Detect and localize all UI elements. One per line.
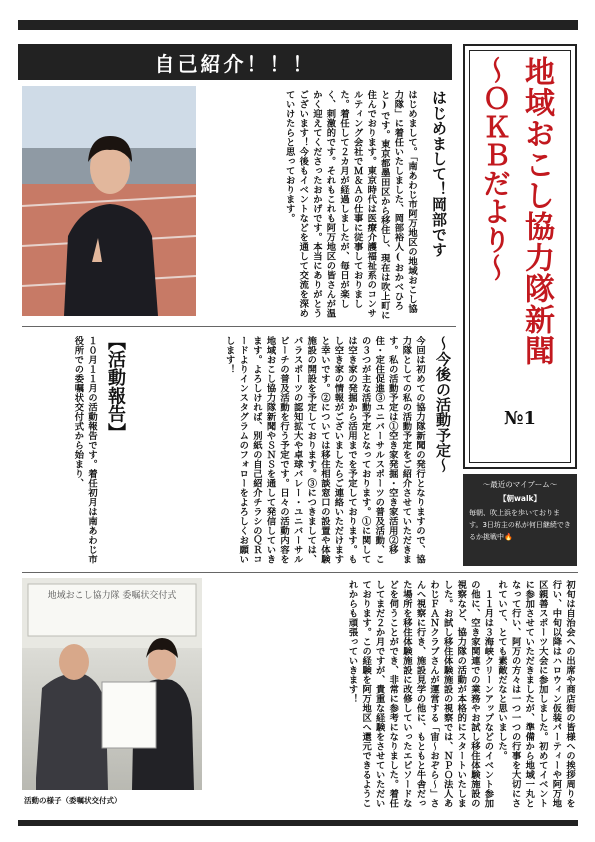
ceremony-photo	[22, 578, 202, 790]
intro-banner	[18, 44, 452, 80]
ceremony-caption: 活動の様子（委嘱状交付式）	[24, 796, 122, 805]
top-rule	[18, 20, 578, 30]
intro-heading: はじめまして！岡部です	[430, 90, 448, 258]
ceremony-illustration	[22, 578, 202, 790]
future-heading: ～今後の活動予定～	[434, 336, 452, 473]
section-divider	[22, 326, 456, 327]
newsletter-subtitle: ～ＯＫＢだより～	[479, 56, 512, 282]
report-heading: 【活動報告】	[105, 332, 126, 442]
lower-divider	[22, 572, 578, 573]
boom-body: 毎朝、吹上浜を歩いております。3日坊主の私が何日継続できるか挑戦中🔥	[469, 509, 571, 541]
intro-body: はじめまして。「南あわじ市阿万地区の地域おこし協力隊」に着任いたしました、岡部裕人(おかべひろと)です。東京都墨田区から移住し、現在は吹上町に住んでおります。東京時代は医療介護福祉系のコンサルティング会社でＭ＆Ａの仕事に従事しておりました。着任して２カ月が経過しましたが、毎日が楽しく、刺激的です。それもこれも阿万地区の皆さんが温かく迎えてくださったおかげです。本当にありがとうございます！今後もイベントなどを通して交流を深めていけたらと思っております。	[283, 90, 417, 320]
portrait-illustration	[22, 86, 196, 316]
intro-banner-text: 自己紹介！！！	[154, 51, 316, 76]
newsletter-title: 地域おこし協力隊新聞	[519, 56, 554, 366]
portrait-photo	[22, 86, 196, 316]
future-body: 今回は初めての協力隊新聞の発行となりますので、協力隊としての私の活動予定をご紹介させていただきます。私の活動予定は①空き家発掘・空き家活用②移住・定住促進③ユニバーサルスポーツの普及活動、この３つが主な活動予定となっております。①に関しては空き家の発掘から活用までを予定しております。もし空き家の情報がございましたらご連絡いただけますと幸いです。②については移住相談窓口の設置や体験施設の開設を予定しております。③につきましては、パラスポーツの認知拡大や卓球バレー・ユニバーサルビーチの普及活動を行う予定です。日々の活動内容を地域おこし協力隊新聞やＳＮＳを通して発信していきます。よろしければ、別紙の自己紹介チラシのＱＲコードよりインスタグラムのフォローをよろしくお願いします！	[223, 336, 425, 564]
boom-subtitle: 【朝walk】	[498, 494, 542, 503]
bottom-rule	[18, 820, 578, 826]
boom-box	[463, 474, 577, 566]
report-body: １０月１１月の活動報告です。着任初月は南あわじ市役所での委嘱状交付式から始まり、	[72, 336, 97, 564]
boom-title: ～最近のマイブーム～	[482, 480, 558, 489]
report-continued-body: 初旬は自治会への出席や商店街の皆様への挨拶周りを行い、中旬以降はハロウィン仮装パーティーや阿万地区親善スポーツ大会に参加しました。初めてイベントに参加させていただきましたが、準備から地域一丸となって行い、阿万の方々は一つ一つの行事を大切にされていて、とても素敵だなと思いました。 １１月は３海峡クリーンアップなどのイベント参加の他に、空き家関連での業務やお試し移住体験施設の視察など、協力隊の活動が本格的にスタートいたしました。お試し移住体験施設の視察では、ＮＰＯ法人あわじＦＡＮクラブさんが運営する「宙～おぞら～」さんへ視察に行き、施設見学の他に、もともと牛舎だった場所を移住体験施設に改修していったエピソードなどを伺うことができ、非常に参考になりました。着任してまだ２か月ですが、貴重な経験をさせていただいております。この経験を阿万地区へ還元できるようこれからも頑張っていきます！	[346, 580, 575, 808]
issue-number: №1	[503, 408, 537, 429]
ceremony-sign-text: 地域おこし協力隊 委嘱状交付式	[47, 591, 177, 601]
